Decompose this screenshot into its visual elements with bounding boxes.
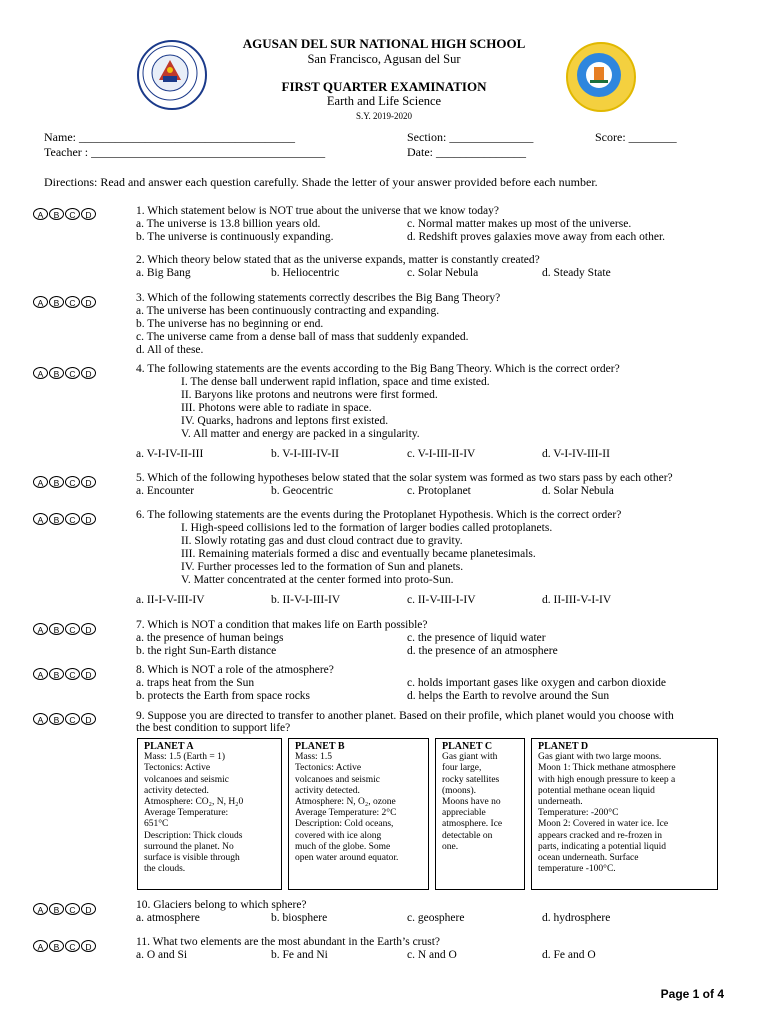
planet-a-line: the clouds. <box>144 864 186 875</box>
q2-choice-c: c. Solar Nebula <box>407 267 479 279</box>
planet-a-line: surface is visible through <box>144 853 240 864</box>
bubble-c[interactable]: C <box>65 940 80 952</box>
q1-choice-a: a. The universe is 13.8 billion years old. <box>136 218 321 230</box>
q11-choice-b: b. Fe and Ni <box>271 949 328 961</box>
name-field[interactable]: Name: ____________________________________ <box>44 130 295 144</box>
q1-choice-c: c. Normal matter makes up most of the universe. <box>407 218 632 230</box>
bubble-a[interactable]: A <box>33 208 48 220</box>
planet-c-box <box>435 738 525 890</box>
q3-choice-b: b. The universe has no beginning or end. <box>136 318 324 330</box>
q4-event-1: I. The dense ball underwent rapid inflation, space and time existed. <box>181 376 490 388</box>
planet-d-line: appears cracked and re-frozen in <box>538 830 662 841</box>
q6-event-1: I. High-speed collisions led to the formation of larger bodies called protoplanets. <box>181 522 553 534</box>
directions: Directions: Read and answer each question carefully. Shade the letter of your answer provided before each number. <box>44 175 598 189</box>
q6-event-2: II. Slowly rotating gas and dust cloud contract due to gravity. <box>181 535 463 547</box>
bubble-c[interactable]: C <box>65 623 80 635</box>
q7-choice-a: a. the presence of human beings <box>136 632 284 644</box>
planet-d-line: Moon 2: Covered in water ice. Ice <box>538 819 669 830</box>
q1-choice-d: d. Redshift proves galaxies move away from each other. <box>407 231 666 243</box>
bubble-d[interactable]: D <box>81 940 96 952</box>
q5-choice-a: a. Encounter <box>136 485 195 497</box>
question-11-stem: 11. What two elements are the most abundant in the Earth’s crust? <box>136 936 441 948</box>
bubble-b[interactable]: B <box>49 713 64 725</box>
planet-a-line: Tectonics: Active <box>144 763 211 774</box>
planet-a-line: activity detected. <box>144 785 209 796</box>
bubble-b[interactable]: B <box>49 296 64 308</box>
q10-choice-d: d. hydrosphere <box>542 912 611 924</box>
bubble-c[interactable]: C <box>65 476 80 488</box>
q11-choice-c: c. N and O <box>407 949 457 961</box>
school-year: S.Y. 2019-2020 <box>355 111 413 121</box>
planet-c-line: one. <box>442 841 459 852</box>
q8-choice-c: c. holds important gases like oxygen and carbon dioxide <box>407 677 667 689</box>
q3-choice-d: d. All of these. <box>136 344 204 356</box>
question-9-stem-cont: the best condition to support life? <box>136 722 291 734</box>
q6-event-4: IV. Further processes led to the formation of Sun and planets. <box>181 561 464 573</box>
planet-a-line: volcanoes and seismic <box>144 774 229 785</box>
planet-c-title: PLANET C <box>442 741 493 752</box>
q1-choice-b: b. The universe is continuously expanding. <box>136 231 334 243</box>
teacher-field[interactable]: Teacher : _______________________________________ <box>44 145 326 159</box>
q4-choice-b: b. V-I-III-IV-II <box>271 448 339 460</box>
school-address: San Francisco, Agusan del Sur <box>307 52 461 66</box>
q8-choice-d: d. helps the Earth to revolve around the Sun <box>407 690 610 702</box>
planet-b-line: much of the globe. Some <box>295 841 391 852</box>
q8-choice-a: a. traps heat from the Sun <box>136 677 255 689</box>
planet-c-line: (moons). <box>442 785 477 796</box>
planet-d-line: Gas giant with two large moons. <box>538 752 662 763</box>
q6-event-3: III. Remaining materials formed a disc and eventually became planetesimals. <box>181 548 536 560</box>
q6-choice-a: a. II-I-V-III-IV <box>136 594 205 606</box>
bubble-a[interactable]: A <box>33 713 48 725</box>
planet-b-line: activity detected. <box>295 785 360 796</box>
bubble-c[interactable]: C <box>65 296 80 308</box>
answer-bubbles-q5[interactable] <box>33 476 96 488</box>
q5-choice-d: d. Solar Nebula <box>542 485 614 497</box>
q6-choice-d: d. II-III-V-I-IV <box>542 594 612 606</box>
bubble-a[interactable]: A <box>33 623 48 635</box>
q6-event-5: V. Matter concentrated at the center formed into proto-Sun. <box>181 574 454 586</box>
planet-d-line: Temperature: -200°C <box>538 808 619 819</box>
bubble-b[interactable]: B <box>49 367 64 379</box>
bubble-c[interactable]: C <box>65 668 80 680</box>
q3-choice-c: c. The universe came from a dense ball of mass that suddenly expanded. <box>136 331 469 343</box>
q4-choice-d: d. V-I-IV-III-II <box>542 448 610 460</box>
q7-choice-c: c. the presence of liquid water <box>407 632 546 644</box>
bubble-c[interactable]: C <box>65 903 80 915</box>
planet-a-line: Mass: 1.5 (Earth = 1) <box>144 752 226 763</box>
question-8-stem: 8. Which is NOT a role of the atmosphere? <box>136 664 334 676</box>
section-field[interactable]: Section: ______________ <box>407 130 534 144</box>
q4-choice-c: c. V-I-III-II-IV <box>407 448 476 460</box>
bubble-d[interactable]: D <box>81 513 96 525</box>
bubble-c[interactable]: C <box>65 367 80 379</box>
score-field[interactable]: Score: ________ <box>595 130 677 144</box>
answer-bubbles-q8[interactable] <box>33 668 96 680</box>
bubble-d[interactable]: D <box>81 476 96 488</box>
bubble-d[interactable]: D <box>81 623 96 635</box>
planet-b-line: volcanoes and seismic <box>295 774 380 785</box>
q5-choice-c: c. Protoplanet <box>407 485 471 497</box>
planet-c-line: Gas giant with <box>442 752 498 763</box>
q10-choice-b: b. biosphere <box>271 912 328 924</box>
bubble-a[interactable]: A <box>33 367 48 379</box>
page-number: Page 1 of 4 <box>660 987 724 1001</box>
question-10-stem: 10. Glaciers belong to which sphere? <box>136 899 307 911</box>
planet-a-line: Atmosphere: CO₂, N, H₂0 <box>144 797 244 808</box>
bubble-d[interactable]: D <box>81 903 96 915</box>
planet-c-line: detectable on <box>442 830 493 841</box>
question-7-stem: 7. Which is NOT a condition that makes life on Earth possible? <box>136 619 428 631</box>
planet-d-line: ocean underneath. Surface <box>538 853 639 864</box>
q11-choice-d: d. Fe and O <box>542 949 596 961</box>
q4-event-2: II. Baryons like protons and neutrons were first formed. <box>181 389 438 401</box>
bubble-c[interactable]: C <box>65 513 80 525</box>
question-2-stem: 2. Which theory below stated that as the universe expands, matter is constantly created? <box>136 254 540 266</box>
planet-c-line: appreciable <box>442 808 486 819</box>
bubble-a[interactable]: A <box>33 296 48 308</box>
bubble-c[interactable]: C <box>65 208 80 220</box>
q8-choice-b: b. protects the Earth from space rocks <box>136 690 311 702</box>
planet-b-box <box>288 738 429 890</box>
bubble-a[interactable]: A <box>33 668 48 680</box>
planet-b-line: Atmosphere: N, O₂, ozone <box>295 797 396 808</box>
bubble-a[interactable]: A <box>33 513 48 525</box>
q2-choice-d: d. Steady State <box>542 267 611 279</box>
planet-d-box <box>531 738 718 890</box>
bubble-d[interactable]: D <box>81 208 96 220</box>
q6-choice-c: c. II-V-III-I-IV <box>407 594 476 606</box>
q4-event-3: III. Photons were able to radiate in space. <box>181 402 372 414</box>
q2-choice-b: b. Heliocentric <box>271 267 340 279</box>
answer-bubbles-q11[interactable] <box>33 940 96 952</box>
q10-choice-a: a. atmosphere <box>136 912 200 924</box>
planet-b-line: open water around equator. <box>295 853 399 864</box>
bubble-a[interactable]: A <box>33 940 48 952</box>
question-4-stem: 4. The following statements are the events according to the Big Bang Theory. Which is the correct order? <box>136 363 620 375</box>
planet-c-line: rocky satellites <box>442 774 500 785</box>
planet-b-line: Mass: 1.5 <box>295 752 332 763</box>
q5-choice-b: b. Geocentric <box>271 485 333 497</box>
school-name: AGUSAN DEL SUR NATIONAL HIGH SCHOOL <box>242 36 526 51</box>
planet-d-line: with high enough pressure to keep a <box>538 774 676 785</box>
q4-event-4: IV. Quarks, hadrons and leptons first existed. <box>181 415 389 427</box>
bubble-b[interactable]: B <box>49 476 64 488</box>
bubble-d[interactable]: D <box>81 367 96 379</box>
planet-a-line: 651°C <box>144 819 169 830</box>
planet-a-box <box>137 738 282 890</box>
planet-d-line: Moon 1: Thick methane atmosphere <box>538 763 676 774</box>
q2-choice-a: a. Big Bang <box>136 267 191 279</box>
answer-bubbles-q3[interactable] <box>33 296 96 308</box>
planet-b-line: covered with ice along <box>295 830 382 841</box>
answer-bubbles-q10[interactable] <box>33 903 96 915</box>
q7-choice-d: d. the presence of an atmosphere <box>407 645 558 657</box>
bubble-a[interactable]: A <box>33 476 48 488</box>
q4-event-5: V. All matter and energy are packed in a singularity. <box>181 428 420 440</box>
planet-b-line: Average Temperature: 2°C <box>295 808 397 819</box>
question-9-stem: 9. Suppose you are directed to transfer to another planet. Based on their profile, which planet would you choose with <box>136 710 674 722</box>
bubble-a[interactable]: A <box>33 903 48 915</box>
answer-bubbles-q9[interactable] <box>33 713 96 725</box>
planet-b-line: Tectonics: Active <box>295 763 362 774</box>
q7-choice-b: b. the right Sun-Earth distance <box>136 645 277 657</box>
planet-d-line: temperature -100°C. <box>538 864 616 875</box>
bubble-b[interactable]: B <box>49 668 64 680</box>
bubble-b[interactable]: B <box>49 940 64 952</box>
bubble-c[interactable]: C <box>65 713 80 725</box>
planet-a-line: surround the planet. No <box>144 841 234 852</box>
q11-choice-a: a. O and Si <box>136 949 188 961</box>
question-3-stem: 3. Which of the following statements correctly describes the Big Bang Theory? <box>136 292 501 304</box>
answer-bubbles-q4[interactable] <box>33 367 96 379</box>
planet-d-title: PLANET D <box>538 741 589 752</box>
planet-d-line: potential methane ocean liquid <box>538 785 655 796</box>
planet-a-title: PLANET A <box>144 741 194 752</box>
planet-d-line: underneath. <box>538 797 583 808</box>
subject-title: Earth and Life Science <box>326 94 442 108</box>
bubble-d[interactable]: D <box>81 668 96 680</box>
planet-b-title: PLANET B <box>295 741 345 752</box>
planet-b-line: Description: Cold oceans, <box>295 819 394 830</box>
bubble-d[interactable]: D <box>81 713 96 725</box>
exam-title: FIRST QUARTER EXAMINATION <box>281 79 487 94</box>
bubble-b[interactable]: B <box>49 623 64 635</box>
bubble-b[interactable]: B <box>49 903 64 915</box>
q10-choice-c: c. geosphere <box>407 912 465 924</box>
planet-a-line: Average Temperature: <box>144 808 229 819</box>
answer-bubbles-q7[interactable] <box>33 623 96 635</box>
bubble-b[interactable]: B <box>49 513 64 525</box>
q6-choice-b: b. II-V-I-III-IV <box>271 594 341 606</box>
bubble-d[interactable]: D <box>81 296 96 308</box>
q4-choice-a: a. V-I-IV-II-III <box>136 448 204 460</box>
planet-d-line: parts, indicating a potential liquid <box>538 841 666 852</box>
question-6-stem: 6. The following statements are the events during the Protoplanet Hypothesis. Which is the correct order? <box>136 509 622 521</box>
question-1-stem: 1. Which statement below is NOT true about the universe that we know today? <box>136 205 500 217</box>
bubble-b[interactable]: B <box>49 208 64 220</box>
answer-bubbles-q6[interactable] <box>33 513 96 525</box>
planet-c-line: four large, <box>442 763 482 774</box>
planet-a-line: Description: Thick clouds <box>144 830 243 841</box>
q3-choice-a: a. The universe has been continuously contracting and expanding. <box>136 305 440 317</box>
date-field[interactable]: Date: _______________ <box>407 145 526 159</box>
planet-c-line: atmosphere. Ice <box>442 819 503 830</box>
answer-bubbles-q1[interactable] <box>33 208 96 220</box>
planet-c-line: Moons have no <box>442 797 501 808</box>
question-5-stem: 5. Which of the following hypotheses below stated that the solar system was formed as two stars pass by each other? <box>136 472 673 484</box>
